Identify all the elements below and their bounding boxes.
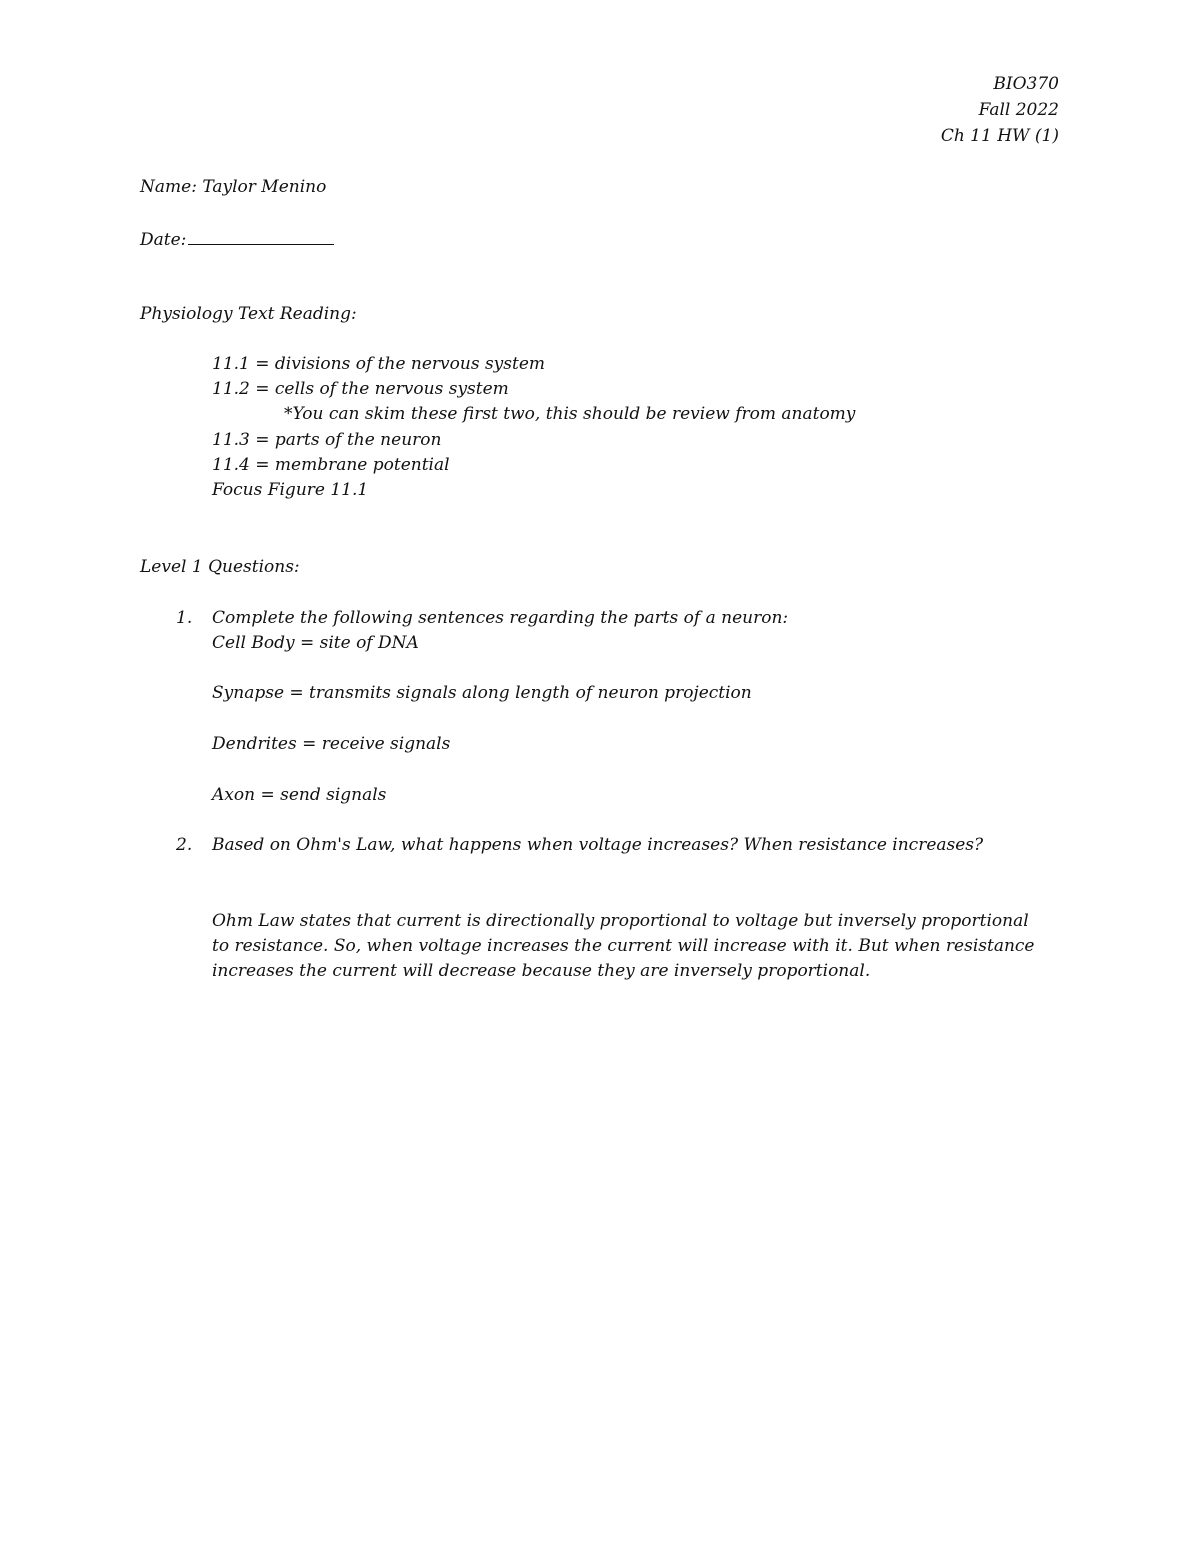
answer-synapse: Synapse = transmits signals along length of neuron projection bbox=[212, 683, 752, 703]
assignment-title: Ch 11 HW (1) bbox=[940, 126, 1059, 146]
reading-item: 11.2 = cells of the nervous system bbox=[212, 379, 509, 399]
course-code: BIO370 bbox=[993, 74, 1059, 94]
question-number: 1. bbox=[176, 608, 193, 628]
answer-dendrites: Dendrites = receive signals bbox=[212, 734, 451, 754]
date-field bbox=[140, 228, 334, 250]
reading-item: 11.3 = parts of the neuron bbox=[212, 430, 442, 450]
answer-paragraph-line: Ohm Law states that current is directionally proportional to voltage but inversely proportional bbox=[212, 911, 1029, 931]
reading-item: 11.1 = divisions of the nervous system bbox=[212, 354, 546, 374]
answer-paragraph-line: increases the current will decrease because they are inversely proportional. bbox=[212, 961, 871, 981]
reading-item: 11.4 = membrane potential bbox=[212, 455, 450, 475]
reading-heading: Physiology Text Reading: bbox=[140, 304, 357, 324]
question-2-prompt: Based on Ohm's Law, what happens when voltage increases? When resistance increases? bbox=[212, 835, 984, 855]
answer-axon: Axon = send signals bbox=[212, 785, 387, 805]
answer-cell-body: Cell Body = site of DNA bbox=[212, 633, 419, 653]
question-1-prompt: Complete the following sentences regarding the parts of a neuron: bbox=[212, 608, 789, 628]
date-label: Date: bbox=[140, 230, 187, 250]
date-blank-line bbox=[188, 228, 334, 245]
term: Fall 2022 bbox=[978, 100, 1059, 120]
reading-note: *You can skim these first two, this should be review from anatomy bbox=[284, 404, 856, 424]
reading-item: Focus Figure 11.1 bbox=[212, 480, 369, 500]
student-name: Name: Taylor Menino bbox=[140, 177, 327, 197]
question-number: 2. bbox=[176, 835, 193, 855]
level1-heading: Level 1 Questions: bbox=[140, 557, 300, 577]
answer-paragraph-line: to resistance. So, when voltage increases the current will increase with it. But when resistance bbox=[212, 936, 1035, 956]
